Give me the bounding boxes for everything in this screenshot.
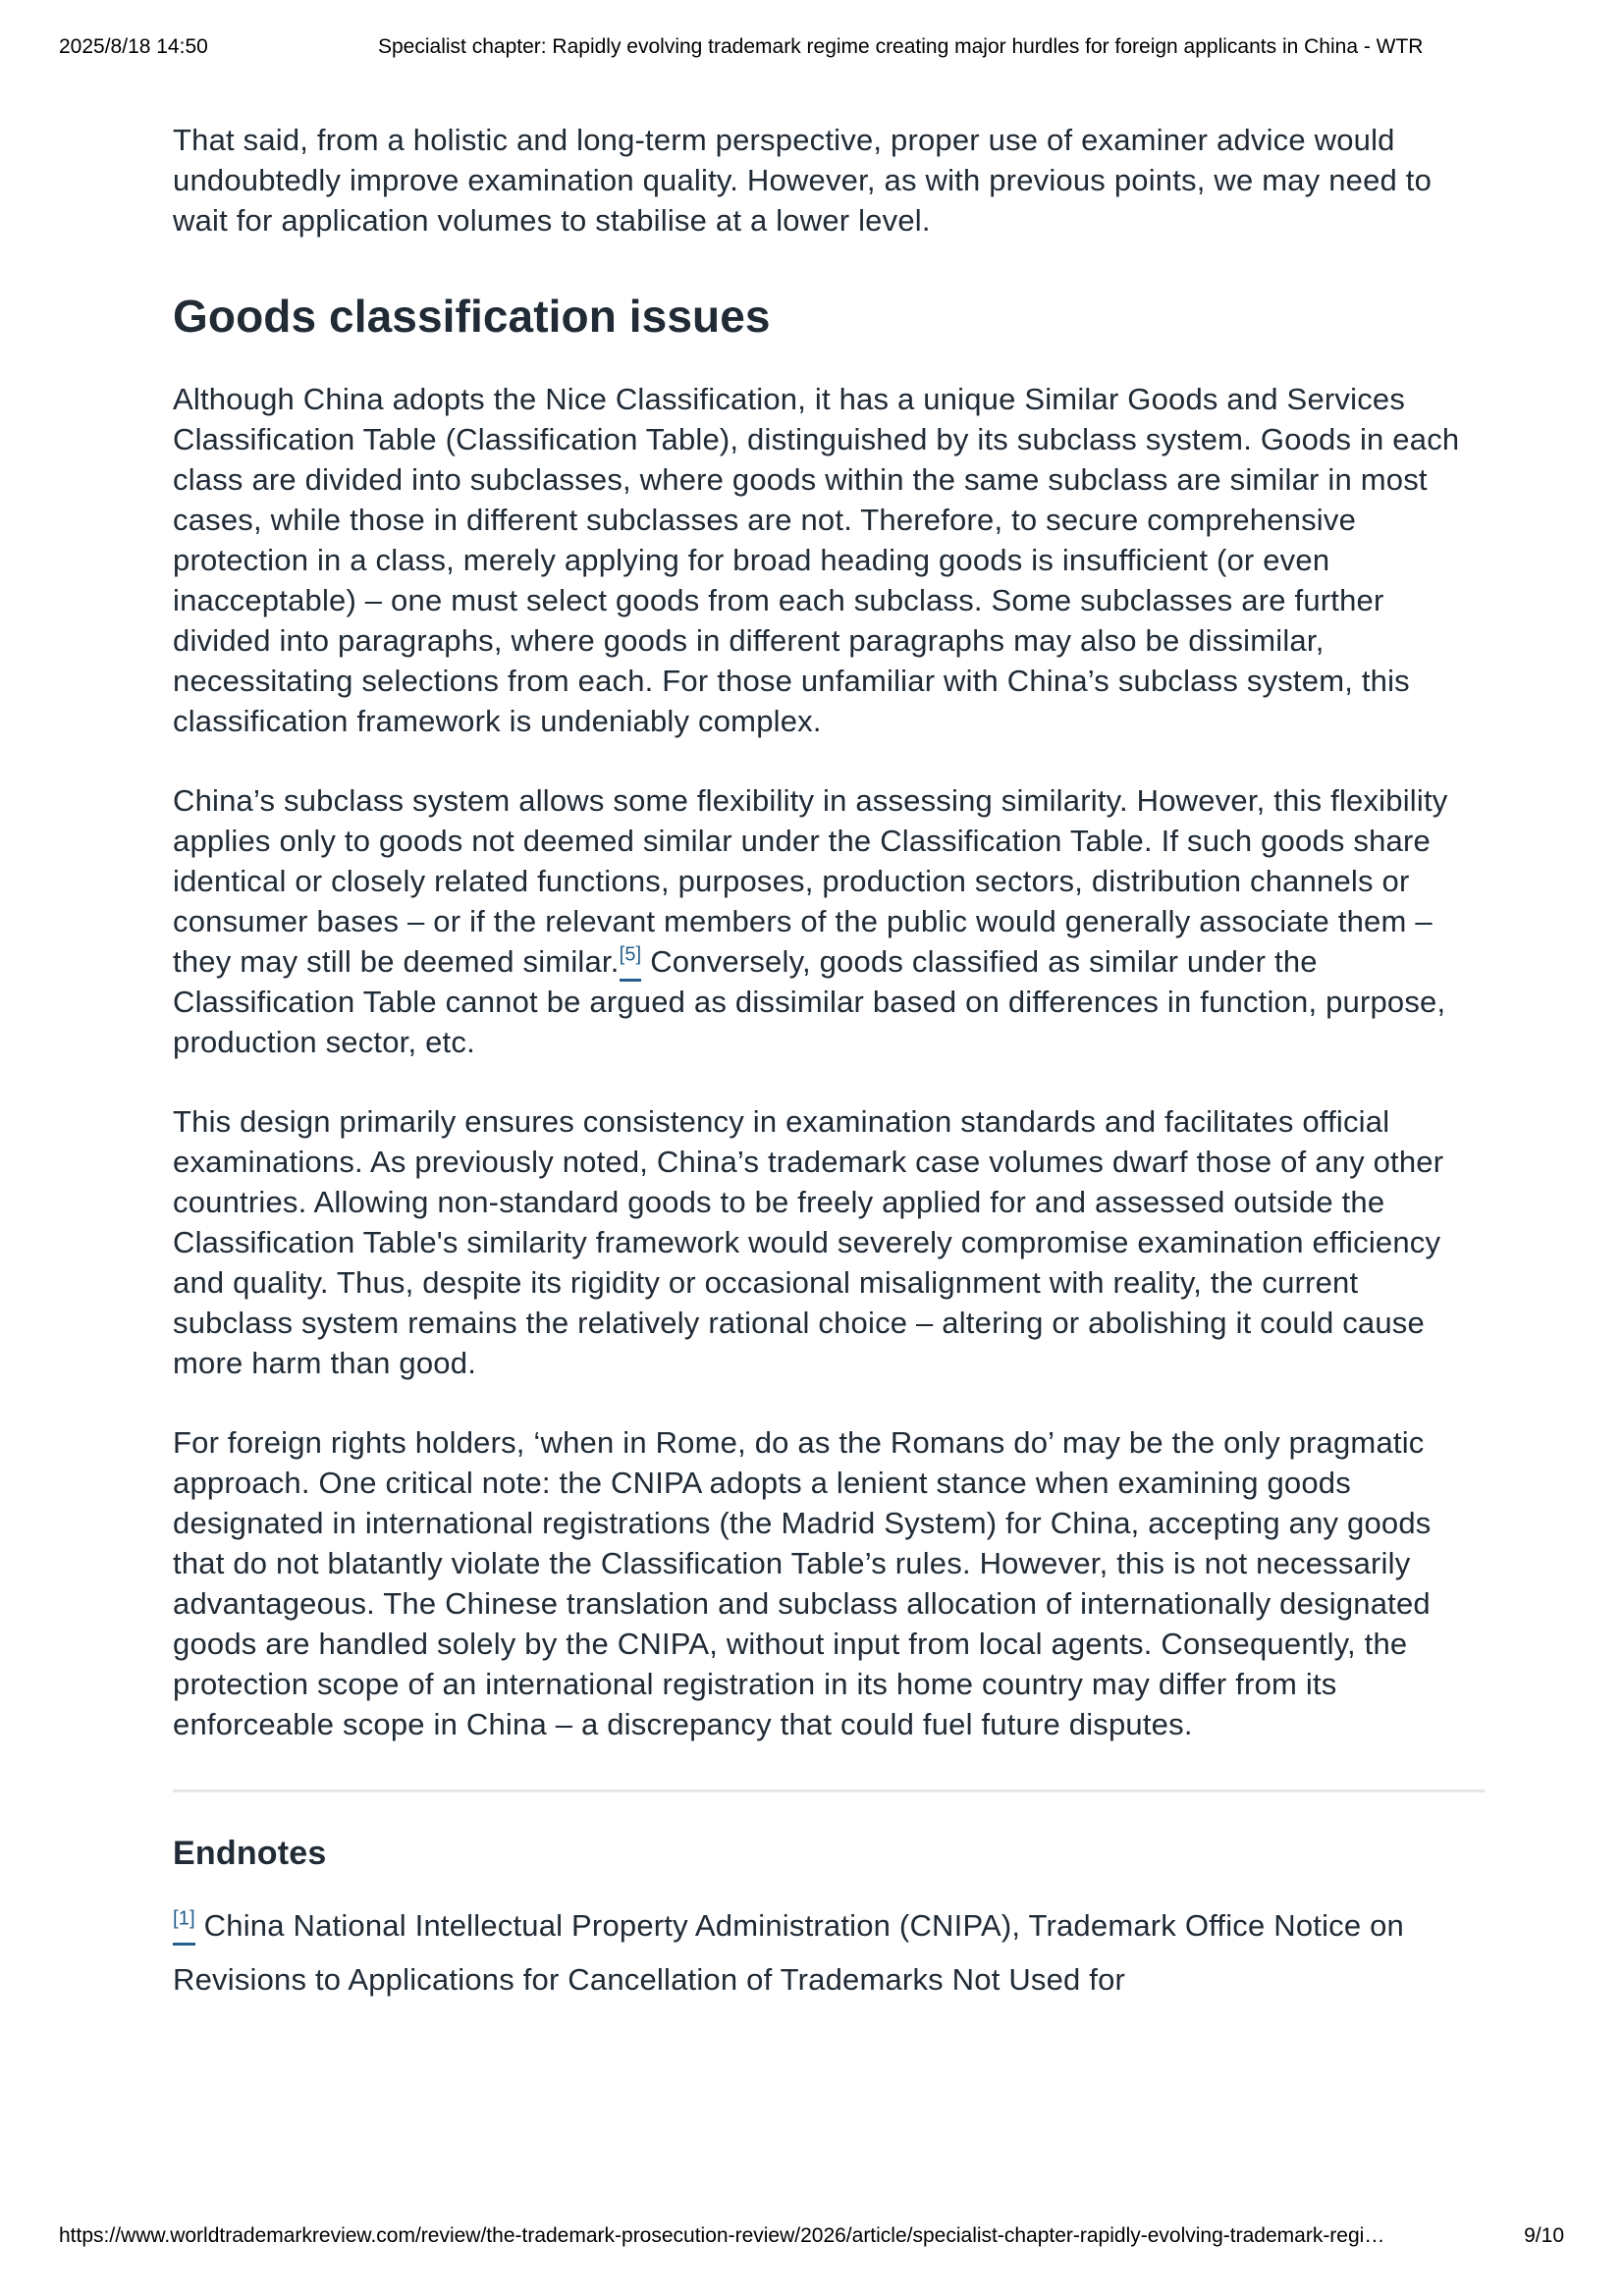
- print-datetime: 2025/8/18 14:50: [59, 35, 208, 58]
- footnote-ref-marker: [5]: [619, 943, 642, 966]
- article-content: [173, 0, 1485, 2006]
- source-url: https://www.worldtrademarkreview.com/review/the-trademark-prosecution-review/2026/article/specialist-chapter-rapidly-evolving-trademark-regi…: [59, 2224, 1385, 2247]
- endnote-text: China National Intellectual Property Administration (CNIPA), Trademark Office Notice on Revisions to Applications for Cancellation of Trademarks Not Used for: [173, 1908, 1404, 1997]
- page-indicator: 9/10: [1524, 2224, 1564, 2247]
- intro-paragraph: That said, from a holistic and long-term perspective, proper use of examiner advice would undoubtedly improve examination quality. However, as with previous points, we may need to wait for application volumes to stabilise at a lower level.: [173, 123, 1433, 238]
- paragraph: Although China adopts the Nice Classification, it has a unique Similar Goods and Services Classification Table (Classification Table), distinguished by its subclass system. Goods in each class are divided into subclasses, where goods within the same subclass are similar in most cases, while those in different subclasses are not. Therefore, to secure comprehensive protection in a class, merely applying for broad heading goods is insufficient (or even inacceptable) – one must select goods from each subclass. Some subclasses are further divided into paragraphs, where goods in different paragraphs may also be dissimilar, necessitating selections from each. For those unfamiliar with China’s subclass system, this classification framework is undeniably complex.: [173, 382, 1460, 738]
- document-title: Specialist chapter: Rapidly evolving trademark regime creating major hurdles for foreign applicants in China - WTR: [378, 35, 1424, 58]
- footnote-ref-link[interactable]: [620, 944, 642, 982]
- section-heading: Goods classification issues: [173, 291, 771, 342]
- paragraph: China’s subclass system allows some flexibility in assessing similarity. However, this flexibility applies only to goods not deemed similar under the Classification Table. If such goods share identical or closely related functions, purposes, production sectors, distribution channels or consumer bases – or if the relevant members of the public would generally associate them – they may still be deemed similar.[5] Conversely, goods classified as similar under the Classification Table cannot be argued as dissimilar based on differences in function, purpose, production sector, etc.: [173, 783, 1448, 1059]
- article-paragraphs: [173, 379, 1485, 1744]
- paragraph: For foreign rights holders, ‘when in Rome, do as the Romans do’ may be the only pragmatic approach. One critical note: the CNIPA adopts a lenient stance when examining goods designated in international registrations (the Madrid System) for China, accepting any goods that do not blatantly violate the Classification Table’s rules. However, this is not necessarily advantageous. The Chinese translation and subclass allocation of internationally designated goods are handled solely by the CNIPA, without input from local agents. Consequently, the protection scope of an international registration in its home country may differ from its enforceable scope in China – a discrepancy that could fuel future disputes.: [173, 1425, 1432, 1741]
- print-footer: [59, 2224, 1564, 2248]
- paragraph: This design primarily ensures consistency in examination standards and facilitates official examinations. As previously noted, China’s trademark case volumes dwarf those of any other countries. Allowing non-standard goods to be freely applied for and assessed outside the Classification Table's similarity framework would severely compromise examination efficiency and quality. Thus, despite its rigidity or occasional misalignment with reality, the current subclass system remains the relatively rational choice – altering or abolishing it could cause more harm than good.: [173, 1104, 1444, 1380]
- endnotes-heading: Endnotes: [173, 1835, 327, 1872]
- endnote-marker-link[interactable]: [173, 1908, 195, 1946]
- endnote-item: [173, 1898, 1485, 2006]
- section-divider: [173, 1789, 1485, 1792]
- endnote-marker: [1]: [173, 1907, 195, 1930]
